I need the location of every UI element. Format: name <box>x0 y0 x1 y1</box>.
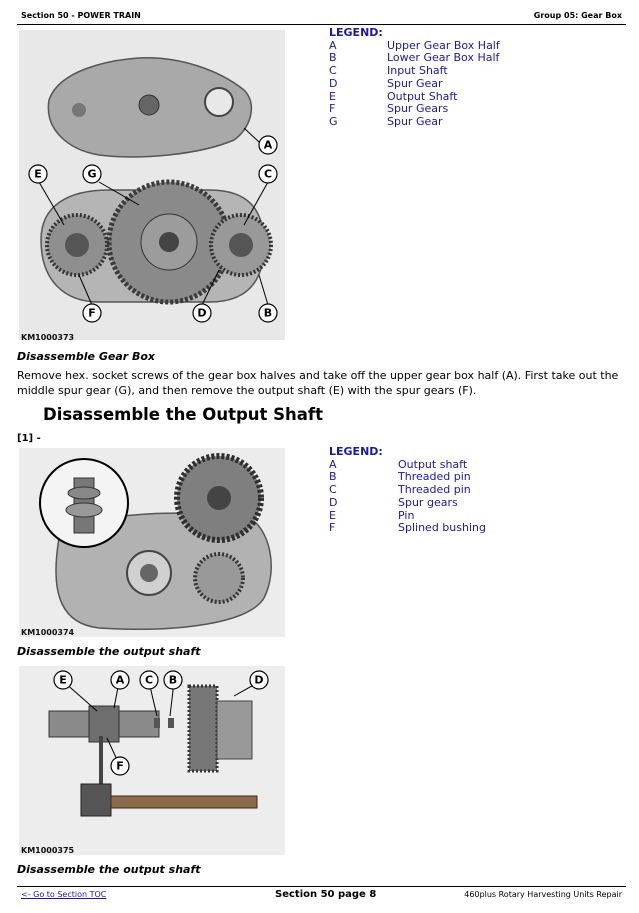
header-section: Section 50 - POWER TRAIN <box>21 11 141 20</box>
output-shaft-removal-illustration <box>19 448 285 637</box>
legend-key: F <box>329 521 336 535</box>
legend-label: Lower Gear Box Half <box>387 51 500 65</box>
legend-key: B <box>329 470 337 484</box>
callout-a <box>111 671 129 689</box>
legend-label: Splined bushing <box>398 521 486 535</box>
callout-e <box>54 671 72 689</box>
svg-text:G: G <box>87 167 97 181</box>
legend-label: Spur gears <box>398 495 458 509</box>
header-group: Group 05: Gear Box <box>533 11 622 20</box>
legend-key: F <box>329 102 336 116</box>
callout-b <box>259 304 277 322</box>
legend-label: Threaded pin <box>398 470 471 484</box>
legend-item-d <box>329 78 500 91</box>
legend-label: Upper Gear Box Half <box>387 38 500 52</box>
svg-text:B: B <box>168 673 178 687</box>
callout-g <box>83 165 101 183</box>
legend-label: Output Shaft <box>387 89 458 103</box>
figure1-image-id: KM1000373 <box>21 333 75 342</box>
callout-b <box>164 671 182 689</box>
instruction-paragraph: Remove hex. socket screws of the gear box halves and take off the upper gear box half (A). First take out the middle spur gear (G), and then remove the output shaft (E) with the spur gears (F). <box>17 369 619 397</box>
callout-f <box>111 757 129 775</box>
figure2-photo <box>19 448 285 637</box>
legend-title: LEGEND: <box>329 26 383 39</box>
legend-label: Spur Gear <box>387 114 443 128</box>
figure1-legend <box>329 27 500 129</box>
callout-d <box>250 671 268 689</box>
callout-a <box>259 136 277 154</box>
toc-link[interactable]: <- Go to Section TOC <box>21 890 107 899</box>
figure1-caption: Disassemble Gear Box <box>17 350 156 363</box>
callout-d <box>193 304 211 322</box>
figure1-photo <box>19 30 285 340</box>
svg-text:A: A <box>115 673 125 687</box>
legend-key: E <box>329 508 336 522</box>
spur-gears <box>189 686 217 771</box>
svg-text:D: D <box>197 306 207 320</box>
page-number: Section 50 page 8 <box>275 889 377 900</box>
legend-label: Threaded pin <box>398 483 471 497</box>
legend-key: E <box>329 89 336 103</box>
legend-key: B <box>329 51 337 65</box>
figure3-caption: Disassemble the output shaft <box>17 863 201 876</box>
header-divider <box>17 24 626 25</box>
legend-item-d <box>329 497 486 510</box>
legend-key: D <box>329 495 338 509</box>
callout-c <box>140 671 158 689</box>
svg-text:E: E <box>59 673 67 687</box>
figure2-legend <box>329 446 486 535</box>
figure2-image-id: KM1000374 <box>21 628 75 637</box>
manual-title: 460plus Rotary Harvesting Units Repair <box>464 890 622 899</box>
gearbox-illustration <box>19 30 285 340</box>
footer-divider <box>17 886 626 887</box>
svg-text:E: E <box>34 167 42 181</box>
svg-text:F: F <box>116 759 124 773</box>
svg-text:C: C <box>263 167 273 181</box>
legend-title: LEGEND: <box>329 445 383 458</box>
legend-item-g <box>329 116 500 129</box>
legend-item-c <box>329 65 500 78</box>
callout-f <box>83 304 101 322</box>
callout-e <box>29 165 47 183</box>
legend-key: A <box>329 38 337 52</box>
legend-key: G <box>329 114 338 128</box>
svg-text:C: C <box>144 673 154 687</box>
legend-key: C <box>329 64 337 78</box>
hammer <box>111 796 257 808</box>
legend-label: Spur Gear <box>387 76 443 90</box>
shaft-parts-illustration <box>19 666 285 855</box>
legend-label: Output shaft <box>398 457 468 471</box>
step-label: [1] - <box>17 433 41 444</box>
callout-c <box>259 165 277 183</box>
svg-text:D: D <box>254 673 264 687</box>
figure3-photo <box>19 666 285 855</box>
svg-text:A: A <box>263 138 273 152</box>
figure2-caption: Disassemble the output shaft <box>17 645 201 658</box>
legend-item-c <box>329 484 486 497</box>
legend-label: Input Shaft <box>387 64 448 78</box>
svg-text:B: B <box>263 306 273 320</box>
legend-key: D <box>329 76 338 90</box>
legend-item-f <box>329 522 486 535</box>
legend-label: Spur Gears <box>387 102 449 116</box>
legend-key: A <box>329 457 337 471</box>
figure3-image-id: KM1000375 <box>21 846 75 855</box>
svg-text:F: F <box>88 306 96 320</box>
legend-label: Pin <box>398 508 415 522</box>
legend-key: C <box>329 483 337 497</box>
section-title: Disassemble the Output Shaft <box>43 405 323 424</box>
